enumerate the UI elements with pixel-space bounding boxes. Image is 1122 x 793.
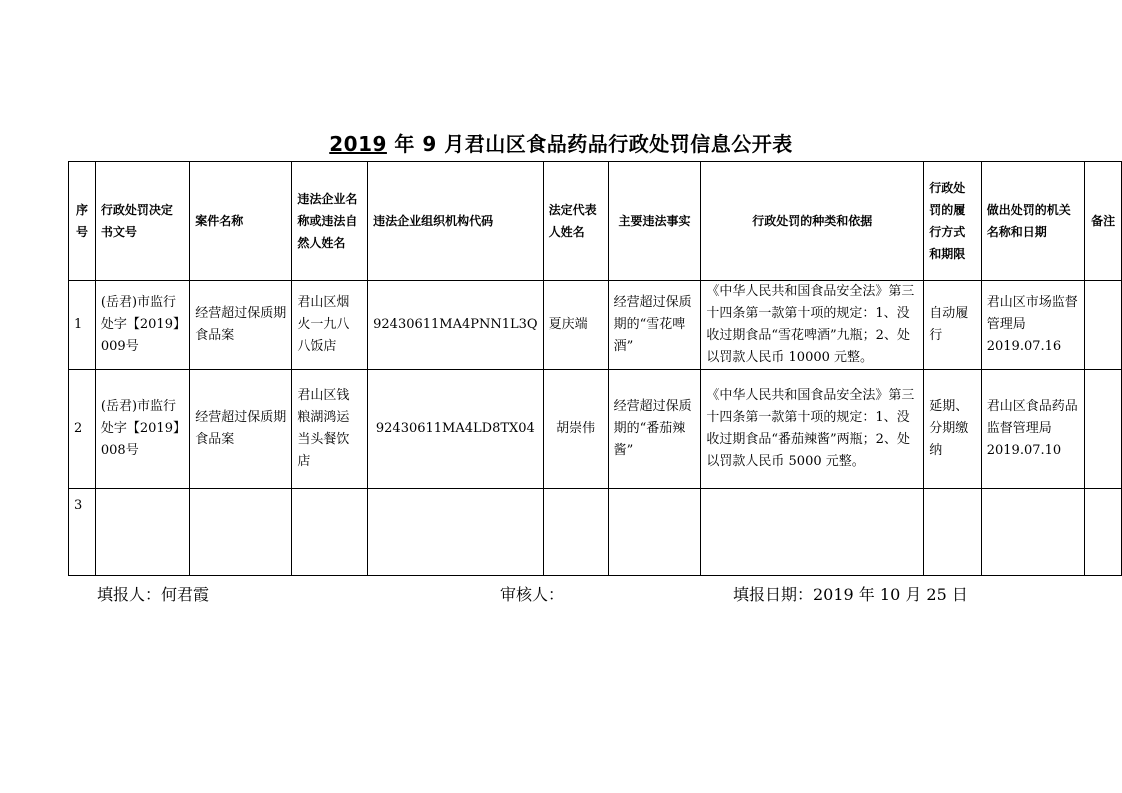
row-penalty: 《中华人民共和国食品安全法》第三十四条第一款第十项的规定：1、没收过期食品“雪花啤酒”九瓶；2、处以罚款人民币 10000 元整。 [701,281,924,370]
row-violator [292,489,368,576]
header-case-name: 案件名称 [190,162,292,281]
row-seq: 1 [69,281,96,370]
row-org-code: 92430611MA4PNN1L3Q [368,281,543,370]
table-row [69,370,1122,489]
row-execution: 自动履行 [924,281,982,370]
row-execution [924,489,982,576]
header-row [69,162,1122,281]
table-row [69,489,1122,576]
header-org-code: 违法企业组织机构代码 [368,162,543,281]
filler-label: 填报人：何君霞 [97,585,210,604]
row-facts: 经营超过保质期的“雪花啤酒” [608,281,701,370]
row-remarks [1085,489,1122,576]
row-legal-rep: 胡崇伟 [543,370,608,489]
header-seq: 序号 [69,162,96,281]
row-seq: 2 [69,370,96,489]
row-legal-rep [543,489,608,576]
row-doc-no: (岳君)市监行处字【2019】009号 [95,281,189,370]
row-org-code [368,489,543,576]
row-violator: 君山区钱粮湖鸿运当头餐饮店 [292,370,368,489]
table-row [69,281,1122,370]
reviewer-label: 审核人： [500,585,565,604]
header-facts: 主要违法事实 [608,162,701,281]
row-remarks [1085,370,1122,489]
row-case-name [190,489,292,576]
row-doc-no: (岳君)市监行处字【2019】008号 [95,370,189,489]
penalty-table [68,161,1122,576]
row-remarks [1085,281,1122,370]
row-violator: 君山区烟火一九八八饭店 [292,281,368,370]
page-title [0,128,1122,157]
row-doc-no [95,489,189,576]
row-execution: 延期、分期缴纳 [924,370,982,489]
row-authority [981,489,1085,576]
report-date: 填报日期：2019 年 10 月 25 日 [733,585,968,604]
row-legal-rep: 夏庆端 [543,281,608,370]
row-org-code: 92430611MA4LD8TX04 [368,370,543,489]
title-text: 年 9 月君山区食品药品行政处罚信息公开表 [386,132,793,156]
row-penalty [701,489,924,576]
row-case-name: 经营超过保质期食品案 [190,281,292,370]
header-doc-no: 行政处罚决定书文号 [95,162,189,281]
row-penalty: 《中华人民共和国食品安全法》第三十四条第一款第十项的规定：1、没收过期食品“番茄辣酱”两瓶；2、处以罚款人民币 5000 元整。 [701,370,924,489]
row-authority: 君山区市场监督管理局 2019.07.16 [981,281,1085,370]
row-authority: 君山区食品药品监督管理局 2019.07.10 [981,370,1085,489]
row-case-name: 经营超过保质期食品案 [190,370,292,489]
header-execution: 行政处罚的履行方式和期限 [924,162,982,281]
header-penalty: 行政处罚的种类和依据 [701,162,924,281]
header-remarks: 备注 [1085,162,1122,281]
row-seq: 3 [69,489,96,576]
header-authority: 做出处罚的机关名称和日期 [981,162,1085,281]
title-year: 2019 [329,132,387,156]
row-facts: 经营超过保质期的“番茄辣酱” [608,370,701,489]
header-violator: 违法企业名称或违法自然人姓名 [292,162,368,281]
header-legal-rep: 法定代表人姓名 [543,162,608,281]
row-facts [608,489,701,576]
